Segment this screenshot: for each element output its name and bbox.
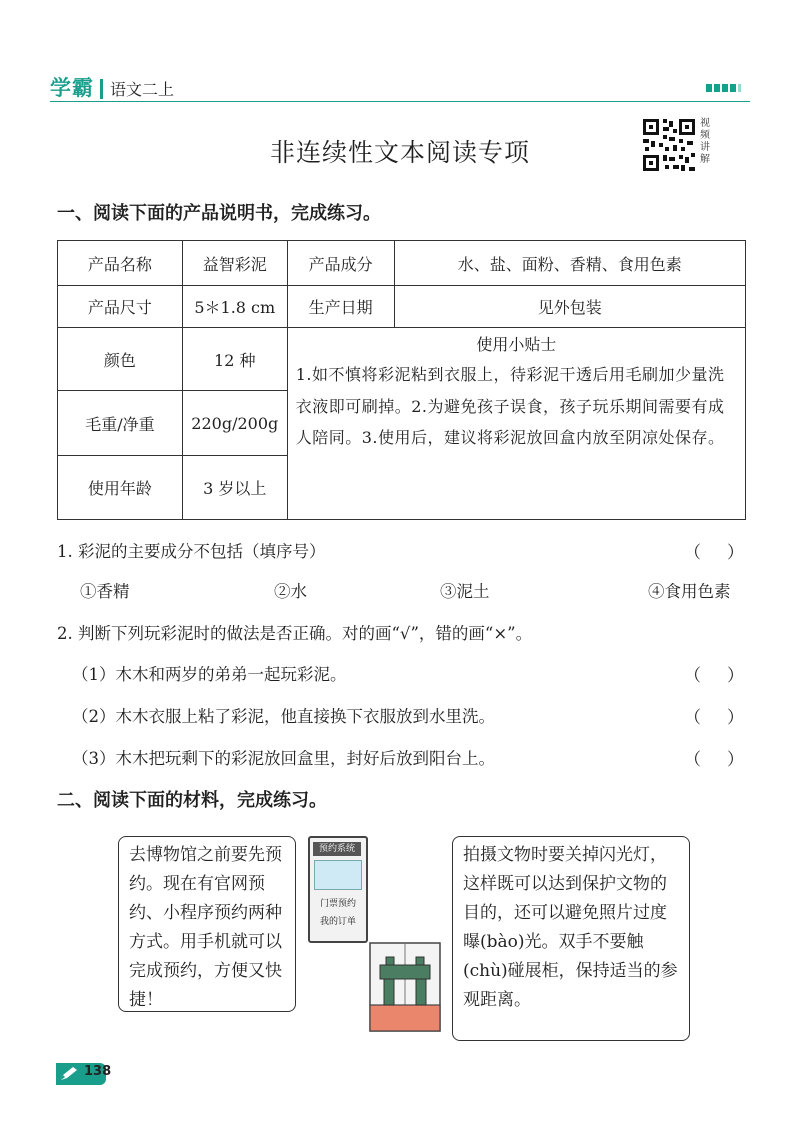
- option-4: ④食用色素: [648, 582, 731, 601]
- paren-close: ）: [727, 666, 744, 686]
- question-1: [57, 538, 326, 562]
- phone-title: 预约系统: [313, 842, 361, 856]
- page-number: 138: [84, 1064, 112, 1079]
- cell-color-value: 12 种: [182, 328, 287, 391]
- question-2-number: 2.: [57, 624, 73, 643]
- question-2: [57, 620, 532, 644]
- phone-link-tickets: 门票预约: [319, 899, 356, 909]
- answer-blank-q1[interactable]: [684, 538, 744, 563]
- paren-open: （: [684, 543, 701, 563]
- header-brand: [50, 70, 174, 102]
- cell-size-value: 5＊1.8 cm: [182, 286, 287, 328]
- cell-weight-label: 毛重/净重: [58, 391, 183, 456]
- judge-item-1: （1）木木和两岁的弟弟一起玩彩泥。: [72, 665, 347, 684]
- usage-tips-title: 使用小贴士: [476, 335, 557, 354]
- paren-close: ）: [727, 708, 744, 728]
- speech-bubble-right: 拍摄文物时要关掉闪光灯，这样既可以达到保护文物的目的，还可以避免照片过度曝(bào)光。双手不要触(chù)碰展柜，保持适当的参观距离。: [452, 836, 690, 1041]
- question-1-text: 彩泥的主要成分不包括（填序号）: [78, 542, 326, 561]
- brand-divider: [100, 79, 103, 99]
- cell-ingredients-value: 水、盐、面粉、香精、食用色素: [394, 241, 745, 286]
- answer-blank-q2-2[interactable]: [684, 703, 744, 728]
- judge-item-2: （2）木木衣服上粘了彩泥，他直接换下衣服放到水里洗。: [72, 707, 495, 726]
- product-info-table: [57, 240, 746, 520]
- pencil-icon: [59, 1066, 79, 1082]
- paren-close: ）: [727, 750, 744, 770]
- option-2: ②水: [274, 582, 307, 601]
- judge-item-3: （3）木木把玩剩下的彩泥放回盒里，封好后放到阳台上。: [72, 749, 495, 768]
- phone-illustration: [308, 836, 368, 943]
- cell-name-value: 益智彩泥: [182, 241, 287, 286]
- speech-bubble-left: 去博物馆之前要先预约。现在有官网预约、小程序预约两种方式。用手机就可以完成预约，方便又快捷！: [118, 836, 296, 1012]
- option-1: ①香精: [80, 582, 130, 601]
- question-2-text: 判断下列玩彩泥时的做法是否正确。对的画“√”，错的画“×”。: [78, 624, 533, 643]
- paren-close: ）: [727, 543, 744, 563]
- header-decoration: [706, 84, 741, 92]
- paren-open: （: [684, 666, 701, 686]
- header-rule: [50, 101, 750, 102]
- answer-blank-q2-3[interactable]: [684, 745, 744, 770]
- section-2-heading: 二、阅读下面的材料，完成练习。: [57, 790, 327, 811]
- cell-age-value: 3 岁以上: [182, 456, 287, 520]
- paren-open: （: [684, 750, 701, 770]
- cell-size-label: 产品尺寸: [58, 286, 183, 328]
- book-subtitle: 语文二上: [110, 80, 175, 99]
- option-3: ③泥土: [440, 582, 490, 601]
- phone-link-orders: 我的订单: [319, 917, 356, 927]
- usage-tips-body: 1.如不慎将彩泥粘到衣服上，待彩泥干透后用毛刷加少量洗衣液即可刷掉。2.为避免孩子误食，孩子玩乐期间需要有成人陪同。3.使用后，建议将彩泥放回盒内放至阴凉处保存。: [295, 365, 725, 447]
- cell-weight-value: 220g/200g: [182, 391, 287, 456]
- cell-date-value: 见外包装: [394, 286, 745, 328]
- cell-color-label: 颜色: [58, 328, 183, 391]
- cell-ingredients-label: 产品成分: [287, 241, 394, 286]
- cell-age-label: 使用年龄: [58, 456, 183, 520]
- museum-cabinet-icon: [366, 941, 444, 1035]
- question-1-number: 1.: [57, 542, 73, 561]
- qr-caption: 视频讲解: [700, 118, 710, 165]
- qr-code-icon[interactable]: [641, 117, 697, 173]
- answer-blank-q2-1[interactable]: [684, 661, 744, 686]
- cell-date-label: 生产日期: [287, 286, 394, 328]
- cell-name-label: 产品名称: [58, 241, 183, 286]
- page-title: 非连续性文本阅读专项: [269, 138, 530, 167]
- cell-usage-tips: [287, 328, 745, 520]
- paren-open: （: [684, 708, 701, 728]
- brand-logo: 学霸: [50, 76, 94, 100]
- phone-screen-image: [314, 860, 362, 890]
- section-1-heading: 一、阅读下面的产品说明书，完成练习。: [57, 203, 381, 224]
